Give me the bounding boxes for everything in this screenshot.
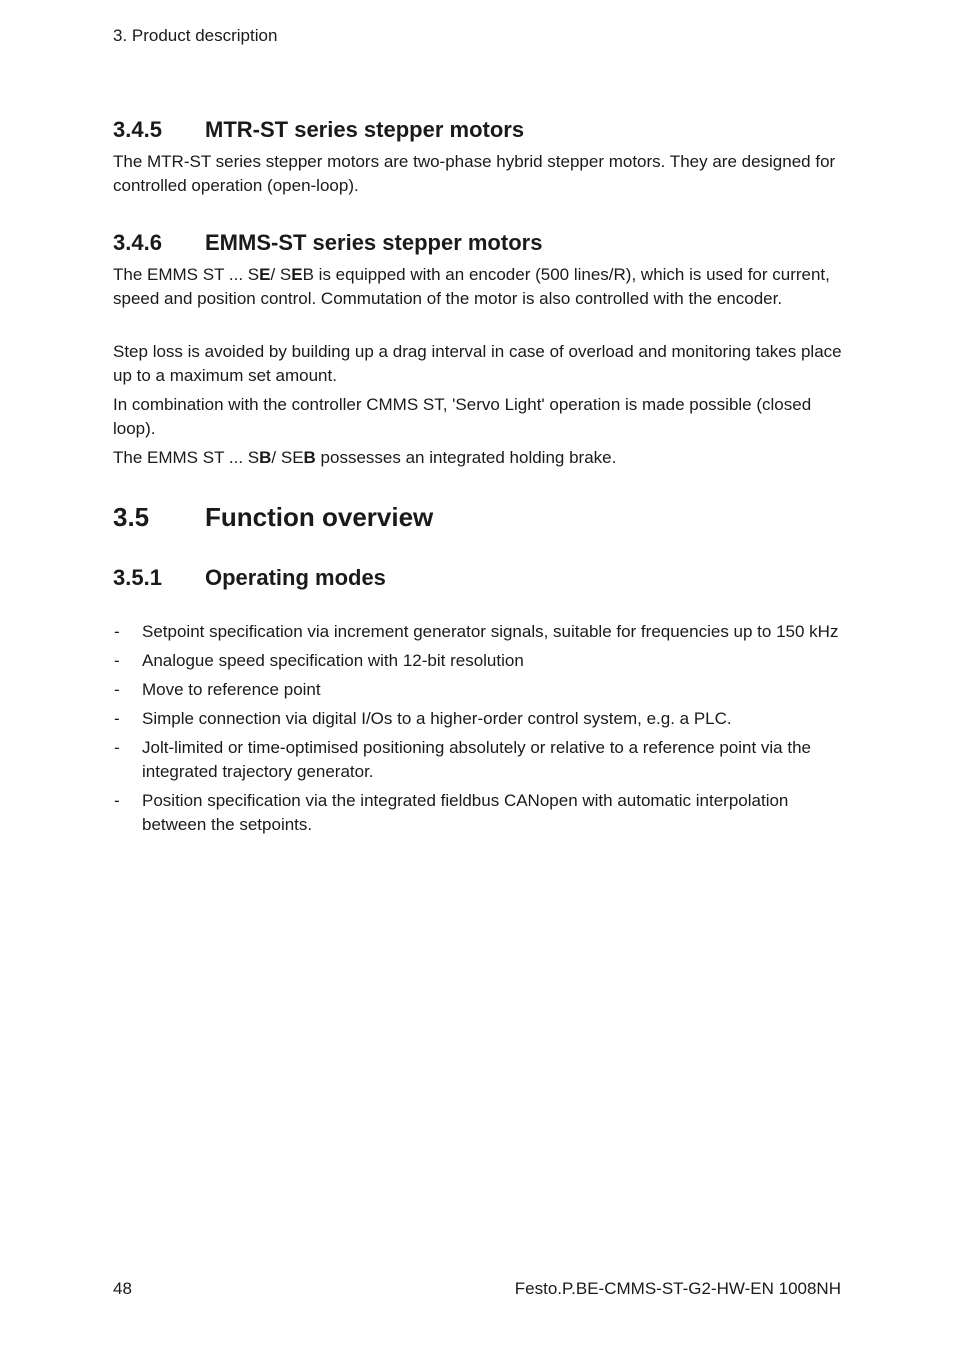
section-number: 3.5 [113, 502, 150, 532]
text-run: The EMMS ST ... S [113, 448, 260, 467]
section-number: 3.5.1 [113, 565, 162, 590]
section-title: Operating modes [205, 565, 386, 590]
list-item [113, 736, 843, 784]
document-id: Festo.P.BE-CMMS-ST-G2-HW-EN 1008NH [514, 1279, 841, 1298]
heading-3-4-6 [113, 229, 542, 257]
heading-3-5-1 [113, 564, 386, 592]
bullet-dash: - [114, 622, 120, 641]
page-number: 48 [113, 1279, 132, 1298]
list-item-text: Analogue speed specification with 12-bit resolution [142, 651, 524, 670]
section-title: Function overview [205, 502, 434, 532]
bullet-dash: - [114, 651, 120, 670]
bold-text-run: E [291, 265, 303, 284]
bullet-dash: - [114, 709, 120, 728]
list-item [113, 649, 843, 673]
section-title: MTR-ST series stepper motors [205, 117, 525, 142]
list-item-text: Position specification via the integrated fieldbus CANopen with automatic interpolation between the setpoints. [142, 791, 789, 834]
paragraph-step-loss: Step loss is avoided by building up a drag interval in case of overload and monitoring takes place up to a maximum set amount. [113, 342, 842, 385]
operating-modes-list [113, 620, 843, 842]
bullet-dash: - [114, 680, 120, 699]
bullet-dash: - [114, 738, 120, 757]
bold-text-run: B [259, 448, 272, 467]
list-item [113, 678, 843, 702]
list-item [113, 707, 843, 731]
section-title: EMMS-ST series stepper motors [205, 230, 543, 255]
bullet-dash: - [114, 791, 120, 810]
text-run: possesses an integrated holding brake. [315, 448, 617, 467]
heading-3-4-5 [113, 116, 524, 144]
bold-text-run: E [259, 265, 271, 284]
paragraph-holding-brake [113, 446, 843, 470]
list-item [113, 620, 843, 644]
section-number: 3.4.6 [113, 230, 162, 255]
list-item [113, 789, 843, 837]
section-number: 3.4.5 [113, 117, 162, 142]
list-item-text: Move to reference point [142, 680, 321, 699]
running-header: 3. Product description [113, 26, 278, 45]
list-item-text: Jolt-limited or time-optimised positioning absolutely or relative to a reference point via the integrated trajectory generator. [142, 738, 811, 781]
text-run: / S [270, 265, 292, 284]
list-item-text: Simple connection via digital I/Os to a higher-order control system, e.g. a PLC. [142, 709, 732, 728]
heading-3-5 [113, 501, 433, 533]
paragraph-mtr-st: The MTR-ST series stepper motors are two-phase hybrid stepper motors. They are designed for controlled operation (open-loop). [113, 152, 836, 195]
bold-text-run: B [303, 448, 316, 467]
list-item-text: Setpoint specification via increment generator signals, suitable for frequencies up to 150 kHz [142, 622, 839, 641]
text-run: B is equipped with an encoder (500 lines/R), which is used for current, speed and position control. Commutation of the motor is also controlled with the encoder. [113, 265, 830, 308]
text-run: / SE [271, 448, 304, 467]
text-run: The EMMS ST ... S [113, 265, 260, 284]
paragraph-servo-light: In combination with the controller CMMS ST, 'Servo Light' operation is made possible (closed loop). [113, 395, 812, 438]
paragraph-emms-encoder [113, 263, 843, 311]
